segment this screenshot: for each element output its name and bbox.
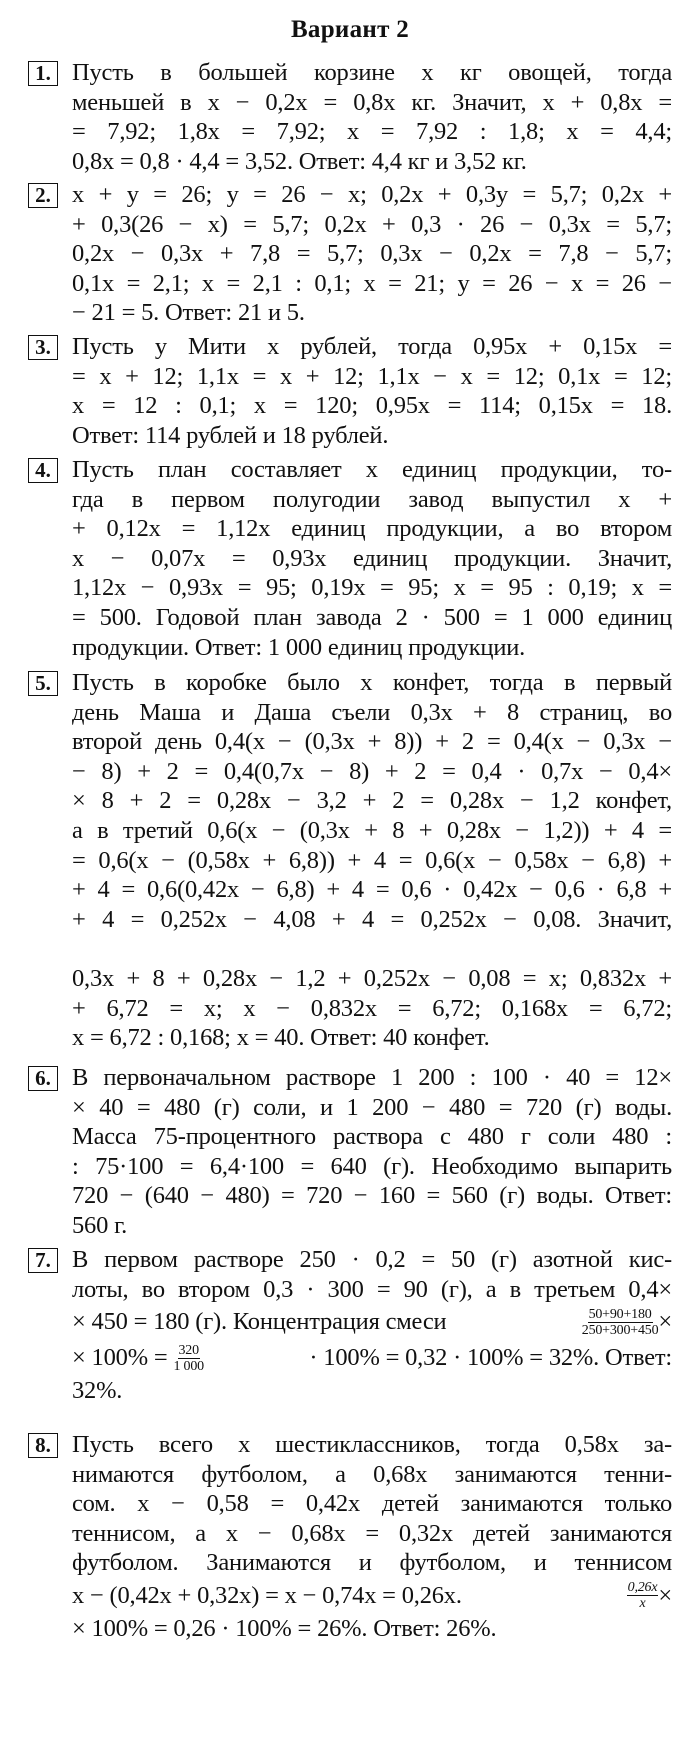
text-line: продукции. Ответ: 1 000 единиц продукции.: [72, 633, 526, 661]
text-line: x = 12 : 0,1; x = 120; 0,95x = 114; 0,15x = 18.: [72, 392, 672, 420]
problem-text: [72, 455, 672, 662]
text-line: Пусть всего x шестиклассников, тогда 0,58x за-: [72, 1431, 672, 1458]
text-line: + 4 = 0,6(0,42x − 6,8) + 4 = 0,6 · 0,42x − 0,6 · 6,8 +: [72, 876, 672, 904]
text-line: сом. x − 0,58 = 0,42x детей занимаются только: [72, 1490, 672, 1518]
text-line: + 0,12x = 1,12x единиц продукции, а во втором: [72, 515, 672, 543]
problem-number-box: 1.: [28, 61, 58, 86]
text-line: = 0,6(x − (0,58x + 6,8)) + 4 = 0,6(x − 0,58x − 6,8) +: [72, 846, 672, 874]
text-line: Масса 75-процентного раствора с 480 г соли 480 :: [72, 1123, 672, 1151]
text-segment: × 100% =: [72, 1344, 168, 1372]
text-line: лоты, во втором 0,3 · 300 = 90 (г), а в третьем 0,4×: [72, 1275, 672, 1303]
text-segment: · 100% = 0,32 · 100% = 32%. Ответ:: [309, 1344, 672, 1372]
text-line: + 4 = 0,252x − 4,08 + 4 = 0,252x − 0,08. Значит,: [72, 905, 672, 933]
spacer: [72, 934, 672, 964]
problem-text: [72, 1245, 672, 1406]
text-line: x + y = 26; y = 26 − x; 0,2x + 0,3y = 5,7; 0,2x +: [72, 181, 672, 208]
text-line: Пусть план составляет x единиц продукции, то-: [72, 456, 672, 483]
text-line: = 500. Годовой план завода 2 · 500 = 1 000 единиц: [72, 603, 672, 631]
text-line-with-fraction: [72, 1340, 672, 1376]
text-line: × 100% = 0,26 · 100% = 26%. Ответ: 26%.: [72, 1614, 497, 1642]
text-line: + 0,3(26 − x) = 5,7; 0,2x + 0,3 · 26 − 0,3x = 5,7;: [72, 210, 672, 238]
text-line: В первоначальном растворе 1 200 : 100 · 40 = 12×: [72, 1064, 672, 1091]
text-line: x − 0,07x = 0,93x единиц продукции. Значит,: [72, 544, 672, 572]
problem-number-box: 2.: [28, 183, 58, 208]
text-line: − 21 = 5. Ответ: 21 и 5.: [72, 299, 305, 327]
fraction-denominator: 1 000: [173, 1358, 204, 1374]
text-line: В первом растворе 250 · 0,2 = 50 (г) азотной кис-: [72, 1246, 672, 1273]
text-line: Пусть у Мити x рублей, тогда 0,95x + 0,15x =: [72, 333, 672, 360]
text-line: меньшей в x − 0,2x = 0,8x кг. Значит, x + 0,8x =: [72, 88, 672, 116]
fraction-denominator: 250+300+450: [581, 1322, 659, 1338]
fraction-numerator: 320: [178, 1342, 199, 1358]
text-line: второй день 0,4(x − (0,3x + 8)) + 2 = 0,4(x − 0,3x −: [72, 728, 672, 756]
text-segment: ×: [658, 1308, 672, 1336]
text-segment: ×: [658, 1581, 672, 1609]
problem-number-box: 8.: [28, 1433, 58, 1458]
text-line: = 7,92; 1,8x = 7,92; x = 7,92 : 1,8; x = 4,4;: [72, 118, 672, 146]
text-line: − 8) + 2 = 0,4(0,7x − 8) + 2 = 0,4 · 0,7x − 0,4×: [72, 757, 672, 785]
problem-text: [72, 1430, 672, 1644]
text-line: 1,12x − 0,93x = 95; 0,19x = 95; x = 95 : 0,19; x =: [72, 574, 672, 602]
problem-text: [72, 58, 672, 176]
text-line: 0,3x + 8 + 0,28x − 1,2 + 0,252x − 0,08 = x; 0,832x +: [72, 964, 672, 992]
fraction: [627, 1580, 659, 1611]
problem-number-box: 3.: [28, 335, 58, 360]
text-line: 0,1x = 2,1; x = 2,1 : 0,1; x = 21; y = 26 − x = 26 −: [72, 269, 672, 297]
text-line: Пусть в большей корзине x кг овощей, тогда: [72, 59, 672, 86]
text-line: нимаются футболом, а 0,68x занимаются тенни-: [72, 1460, 672, 1488]
text-segment: × 450 = 180 (г). Концентрация смеси: [72, 1308, 447, 1336]
page-title: Вариант 2: [290, 16, 410, 43]
fraction: [582, 1307, 659, 1338]
text-line: 0,2x − 0,3x + 7,8 = 5,7; 0,3x − 0,2x = 7,8 − 5,7;: [72, 240, 672, 268]
text-line: 0,8x = 0,8 · 4,4 = 3,52. Ответ: 4,4 кг и 3,52 кг.: [72, 147, 527, 175]
problem-number-box: 6.: [28, 1066, 58, 1091]
problem-number-box: 4.: [28, 458, 58, 483]
text-line: x = 6,72 : 0,168; x = 40. Ответ: 40 конфет.: [72, 1024, 490, 1052]
problem-number-box: 5.: [28, 671, 58, 696]
problem-text: [72, 668, 672, 1053]
text-line: 560 г.: [72, 1211, 128, 1239]
text-line: + 6,72 = x; x − 0,832x = 6,72; 0,168x = 6,72;: [72, 994, 672, 1022]
fraction: [173, 1343, 204, 1374]
text-line: Пусть в коробке было x конфет, тогда в первый: [72, 669, 672, 696]
text-line: а в третий 0,6(x − (0,3x + 8 + 0,28x − 1,2)) + 4 =: [72, 816, 672, 844]
fraction-numerator: 50+90+180: [588, 1306, 652, 1322]
text-segment: x − (0,42x + 0,32x) = x − 0,74x = 0,26x.: [72, 1581, 462, 1609]
text-line: Ответ: 114 рублей и 18 рублей.: [72, 421, 389, 449]
fraction-numerator: 0,26x: [627, 1580, 658, 1596]
text-line: день Маша и Даша съели 0,3x + 8 страниц, во: [72, 698, 672, 726]
text-line-with-fraction: [72, 1304, 672, 1340]
text-line: = x + 12; 1,1x = x + 12; 1,1x − x = 12; 0,1x = 12;: [72, 362, 672, 390]
fraction-denominator: x: [639, 1596, 646, 1612]
text-line: 32%.: [72, 1377, 123, 1405]
problem-text: [72, 1063, 672, 1241]
text-line: : 75·100 = 6,4·100 = 640 (г). Необходимо выпарить: [72, 1152, 672, 1180]
text-line: 720 − (640 − 480) = 720 − 160 = 560 (г) воды. Ответ:: [72, 1182, 672, 1210]
text-line: × 8 + 2 = 0,28x − 3,2 + 2 = 0,28x − 1,2 конфет,: [72, 787, 672, 815]
text-line: теннисом, а x − 0,68x = 0,32x детей занимаются: [72, 1519, 672, 1547]
text-line: × 40 = 480 (г) соли, и 1 200 − 480 = 720 (г) воды.: [72, 1093, 672, 1121]
text-line: гда в первом полугодии завод выпустил x +: [72, 485, 672, 513]
text-line-with-fraction: [72, 1578, 672, 1614]
text-line: футболом. Занимаются и футболом, и теннисом: [72, 1549, 672, 1577]
problem-number-box: 7.: [28, 1248, 58, 1273]
problem-text: [72, 332, 672, 450]
problem-text: [72, 180, 672, 328]
